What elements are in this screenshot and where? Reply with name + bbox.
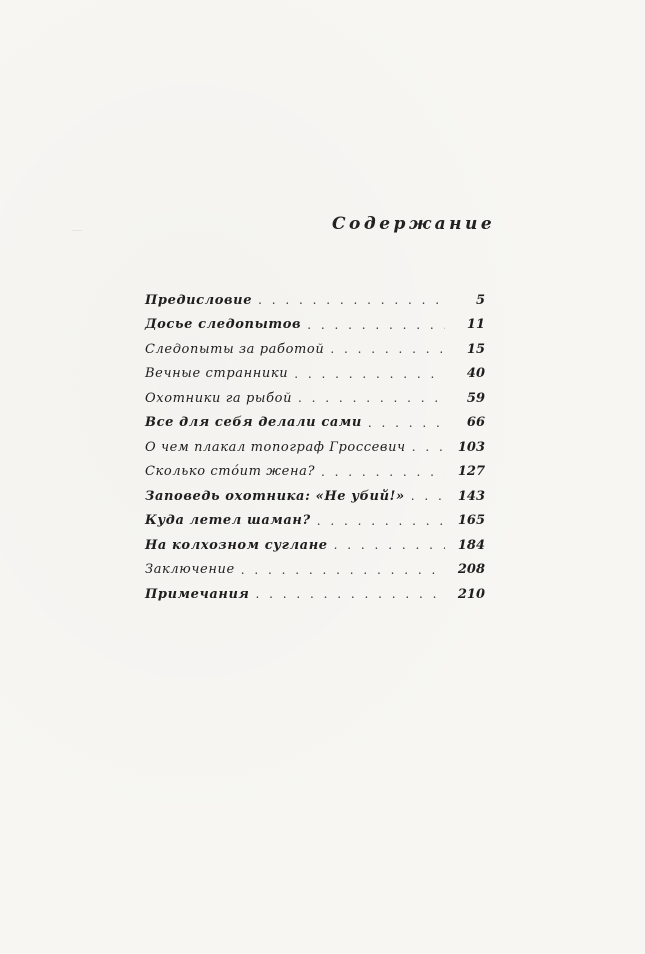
toc-entry [145, 288, 485, 313]
toc-entry-title: На колхозном суглане [145, 537, 328, 553]
toc-entry [145, 582, 485, 607]
toc-entry-page: 143 [457, 488, 485, 504]
toc-entry-title: Заповедь охотника: «Не убий!» [145, 488, 405, 504]
toc-entry-page: 15 [466, 341, 485, 357]
toc-entry-page: 11 [466, 317, 485, 333]
page-speck [72, 230, 82, 231]
toc-entry-title: Сколько стóит жена? [145, 464, 316, 480]
dot-leader [298, 391, 445, 405]
toc-entry-page: 127 [457, 464, 485, 480]
toc-entry-title: Все для себя делали сами [145, 415, 362, 431]
toc-heading: Содержание [332, 214, 496, 234]
dot-leader [307, 318, 445, 332]
toc-entry-page: 66 [466, 415, 485, 431]
toc-entry-page: 5 [475, 292, 485, 308]
toc-entry [145, 533, 485, 558]
toc-entry [145, 386, 485, 411]
toc-entry [145, 411, 485, 436]
toc-entry [145, 484, 485, 509]
dot-leader [412, 440, 445, 454]
toc-entry [145, 558, 485, 583]
toc-entry-page: 40 [466, 366, 485, 382]
toc-entry-page: 184 [457, 537, 485, 553]
dot-leader [321, 465, 445, 479]
dot-leader [368, 416, 445, 430]
dot-leader [317, 514, 445, 528]
dot-leader [241, 563, 445, 577]
dot-leader [334, 538, 445, 552]
toc-entry-title: Досье следопытов [145, 317, 302, 333]
toc-entry-title: Следопыты за работой [145, 341, 325, 357]
toc-entry [145, 313, 485, 338]
toc-entry-title: Примечания [145, 586, 250, 602]
toc-entry-title: Куда летел шаман? [145, 513, 311, 529]
toc-entry [145, 509, 485, 534]
dot-leader [294, 367, 445, 381]
toc-entry [145, 460, 485, 485]
toc-entry-page: 103 [457, 439, 485, 455]
toc-entry [145, 362, 485, 387]
toc-entry-title: Охотники га рыбой [145, 390, 293, 406]
dot-leader [330, 342, 445, 356]
toc-entry-page: 208 [457, 562, 485, 578]
toc-entry-title: О чем плакал топограф Гроссевич [145, 439, 406, 455]
toc-entry-page: 210 [457, 586, 485, 602]
dot-leader [255, 587, 445, 601]
table-of-contents [145, 288, 485, 607]
toc-entry-page: 165 [457, 513, 485, 529]
toc-entry [145, 435, 485, 460]
toc-entry [145, 337, 485, 362]
dot-leader [411, 489, 445, 503]
dot-leader [258, 293, 445, 307]
toc-entry-page: 59 [466, 390, 485, 406]
toc-entry-title: Вечные странники [145, 366, 289, 382]
toc-entry-title: Предисловие [145, 292, 253, 308]
toc-entry-title: Заключение [145, 562, 235, 578]
